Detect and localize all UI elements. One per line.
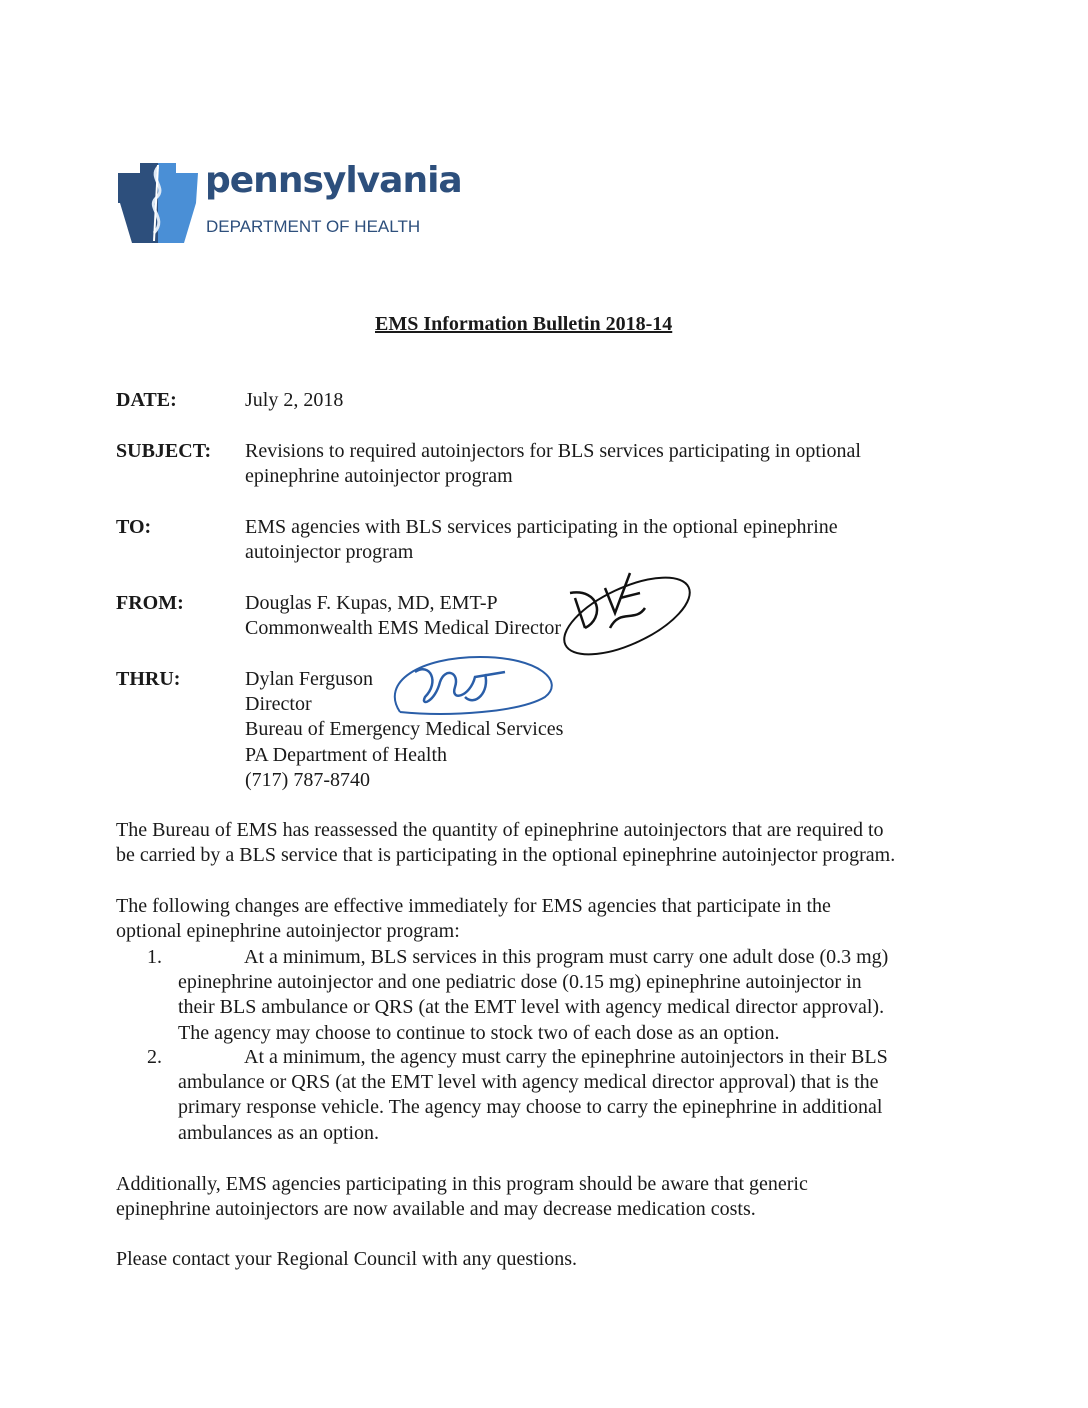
logo-department: DEPARTMENT OF HEALTH [206,217,421,236]
from-line: Douglas F. Kupas, MD, EMT-P [245,592,498,614]
list-line: ambulance or QRS (at the EMT level with agency medical director approval) that is the [178,1071,879,1094]
keystone-logo-icon [118,163,198,250]
thru-line: Director [245,693,312,716]
list-line: The agency may choose to continue to stock two of each dose as an option. [178,1021,780,1044]
subject-line: Revisions to required autoinjectors for BLS services participating in optional [245,440,861,462]
thru-line: PA Department of Health [245,743,448,766]
signature-ferguson [380,652,560,727]
list-line: epinephrine autoinjector and one pediatric dose (0.15 mg) epinephrine autoinjector in [178,971,862,994]
to-value [245,515,838,565]
to-label: TO: [116,516,152,538]
bulletin-title: EMS Information Bulletin 2018-14 [375,313,673,335]
paragraph-line: The following changes are effective immediately for EMS agencies that participate in the [116,895,831,917]
paragraph-contact: Please contact your Regional Council with any questions. [116,1248,578,1270]
list-number: 2. [147,1046,162,1068]
thru-label: THRU: [116,668,181,690]
list-item [178,945,948,1046]
list-line: primary response vehicle. The agency may choose to carry the epinephrine in additional [178,1096,883,1119]
thru-line: (717) 787-8740 [245,768,370,791]
paragraph-line: be carried by a BLS service that is participating in the optional epinephrine autoinjector program. [116,844,896,867]
paragraph-generic [116,1172,966,1222]
subject-label: SUBJECT: [116,440,212,462]
date-label: DATE: [116,389,177,411]
paragraph-line: epinephrine autoinjectors are now available and may decrease medication costs. [116,1198,756,1221]
from-value [245,591,561,641]
paragraph-line: Additionally, EMS agencies participating in this program should be aware that generic [116,1173,808,1195]
from-label: FROM: [116,592,184,614]
paragraph-line: The Bureau of EMS has reassessed the quantity of epinephrine autoinjectors that are required to [116,819,884,841]
date-value: July 2, 2018 [245,389,344,411]
list-number: 1. [147,946,162,968]
paragraph-changes [116,894,966,944]
list-item [178,1045,948,1146]
subject-value [245,439,861,489]
list-line: At a minimum, BLS services in this program must carry one adult dose (0.3 mg) [244,946,889,968]
list-line: ambulances as an option. [178,1121,380,1144]
paragraph-reassessment [116,818,966,868]
signature-kupas [560,568,695,670]
thru-line: Dylan Ferguson [245,668,373,690]
thru-line: Bureau of Emergency Medical Services [245,718,564,741]
logo-name: pennsylvania [205,160,462,201]
from-line: Commonwealth EMS Medical Director [245,617,562,640]
subject-line: epinephrine autoinjector program [245,465,513,488]
to-line: autoinjector program [245,541,414,564]
list-line: their BLS ambulance or QRS (at the EMT level with agency medical director approval). [178,996,885,1019]
to-line: EMS agencies with BLS services participating in the optional epinephrine [245,516,838,538]
paragraph-line: optional epinephrine autoinjector program: [116,920,460,943]
list-line: At a minimum, the agency must carry the epinephrine autoinjectors in their BLS [244,1046,888,1068]
